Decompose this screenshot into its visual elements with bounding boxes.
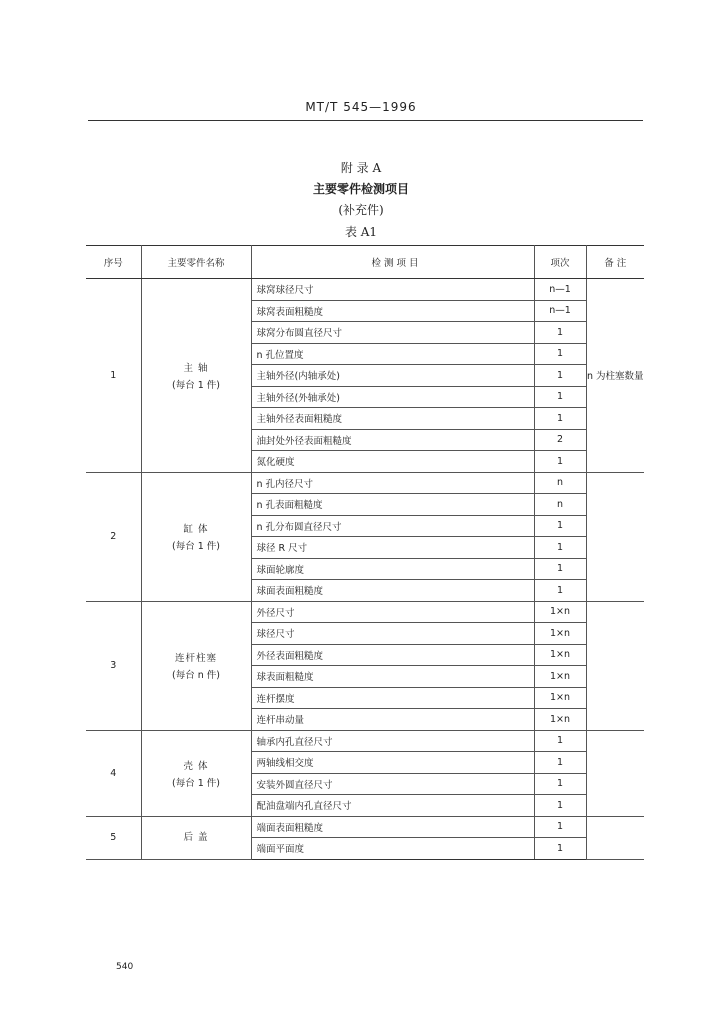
part-name-cell (141, 279, 251, 473)
inspection-item: 球表面粗糙度 (251, 666, 534, 688)
inspection-count: 1 (534, 537, 586, 559)
part-quantity-note: (每台 1 件) (172, 379, 220, 391)
inspection-count: 1×n (534, 687, 586, 709)
inspection-item: 配油盘端内孔直径尺寸 (251, 795, 534, 817)
appendix-label: 附 录 A (340, 161, 382, 175)
inspection-item: 球窝表面粗糙度 (251, 300, 534, 322)
inspection-item: 主轴外径表面粗糙度 (251, 408, 534, 430)
appendix-subtitle: (补充件) (338, 203, 384, 217)
remark-cell (586, 816, 644, 859)
inspection-item: n 孔分布圆直径尺寸 (251, 515, 534, 537)
inspection-item: 两轴线相交度 (251, 752, 534, 774)
remark-cell: n 为柱塞数量 (586, 279, 644, 473)
part-name-cell (141, 601, 251, 730)
inspection-count: 1 (534, 343, 586, 365)
inspection-count: 1 (534, 386, 586, 408)
inspection-item: 主轴外径(内轴承处) (251, 365, 534, 387)
inspection-item: 氮化硬度 (251, 451, 534, 473)
table-row (86, 816, 644, 838)
header-no: 序号 (86, 246, 141, 279)
part-quantity-note: (每台 1 件) (172, 541, 220, 552)
inspection-count: n (534, 472, 586, 494)
table-row (86, 601, 644, 623)
inspection-item: 球窝分布圆直径尺寸 (251, 322, 534, 344)
part-quantity-note: (每台 n 件) (172, 670, 220, 681)
table-body (86, 279, 644, 860)
inspection-count: 1×n (534, 601, 586, 623)
row-no: 4 (86, 730, 141, 816)
inspection-count: 1 (534, 365, 586, 387)
table-row (86, 279, 644, 301)
part-name-cell (141, 730, 251, 816)
inspection-count: 1 (534, 816, 586, 838)
part-name-cell (141, 816, 251, 859)
table-row (86, 730, 644, 752)
inspection-item: n 孔内径尺寸 (251, 472, 534, 494)
table-header-row (86, 246, 644, 279)
inspection-item: 球窝球径尺寸 (251, 279, 534, 301)
inspection-item: 连杆串动量 (251, 709, 534, 731)
inspection-item: 端面平面度 (251, 838, 534, 860)
inspection-count: 1×n (534, 709, 586, 731)
inspection-item: 端面表面粗糙度 (251, 816, 534, 838)
appendix-title-block (0, 158, 722, 221)
inspection-count: 1 (534, 558, 586, 580)
part-name: 主 轴 (183, 362, 209, 374)
page-number: 540 (116, 962, 134, 972)
inspection-count: 1 (534, 752, 586, 774)
inspection-item: 油封处外径表面粗糙度 (251, 429, 534, 451)
row-no: 5 (86, 816, 141, 859)
standard-code: MT/T 545—1996 (305, 100, 417, 114)
inspection-item: 球径尺寸 (251, 623, 534, 645)
part-name: 缸 体 (183, 524, 209, 535)
inspection-count: 1 (534, 451, 586, 473)
part-name: 壳 体 (183, 760, 209, 772)
inspection-count: 1 (534, 773, 586, 795)
inspection-count: 1×n (534, 623, 586, 645)
inspection-item: 轴承内孔直径尺寸 (251, 730, 534, 752)
part-name: 后 盖 (183, 832, 209, 843)
header-rule (88, 120, 643, 121)
inspection-item: 主轴外径(外轴承处) (251, 386, 534, 408)
inspection-count: 1 (534, 322, 586, 344)
header-remark: 备 注 (586, 246, 644, 279)
inspection-count: 1 (534, 838, 586, 860)
inspection-item: n 孔表面粗糙度 (251, 494, 534, 516)
remark-cell (586, 472, 644, 601)
inspection-count: 1×n (534, 666, 586, 688)
inspection-item: 外径表面粗糙度 (251, 644, 534, 666)
inspection-count: 1 (534, 795, 586, 817)
part-name: 连杆柱塞 (174, 653, 217, 664)
inspection-count: n (534, 494, 586, 516)
appendix-title: 主要零件检测项目 (312, 182, 409, 196)
inspection-item: 球径 R 尺寸 (251, 537, 534, 559)
inspection-count: 2 (534, 429, 586, 451)
inspection-table (86, 245, 644, 860)
inspection-item: 安装外圆直径尺寸 (251, 773, 534, 795)
inspection-count: 1×n (534, 644, 586, 666)
table-caption: 表 A1 (344, 225, 378, 239)
inspection-count: n—1 (534, 279, 586, 301)
inspection-item: 球面轮廓度 (251, 558, 534, 580)
row-no: 1 (86, 279, 141, 473)
inspection-count: 1 (534, 408, 586, 430)
inspection-count: 1 (534, 730, 586, 752)
header-inspection-item: 检 测 项 目 (251, 246, 534, 279)
inspection-item: n 孔位置度 (251, 343, 534, 365)
remark-cell (586, 601, 644, 730)
inspection-item: 球面表面粗糙度 (251, 580, 534, 602)
row-no: 2 (86, 472, 141, 601)
inspection-count: 1 (534, 515, 586, 537)
inspection-item: 连杆摆度 (251, 687, 534, 709)
inspection-count: 1 (534, 580, 586, 602)
row-no: 3 (86, 601, 141, 730)
part-quantity-note: (每台 1 件) (172, 777, 220, 789)
table-row (86, 472, 644, 494)
header-count: 项次 (534, 246, 586, 279)
header-part-name: 主要零件名称 (141, 246, 251, 279)
inspection-item: 外径尺寸 (251, 601, 534, 623)
part-name-cell (141, 472, 251, 601)
inspection-count: n—1 (534, 300, 586, 322)
remark-cell (586, 730, 644, 816)
